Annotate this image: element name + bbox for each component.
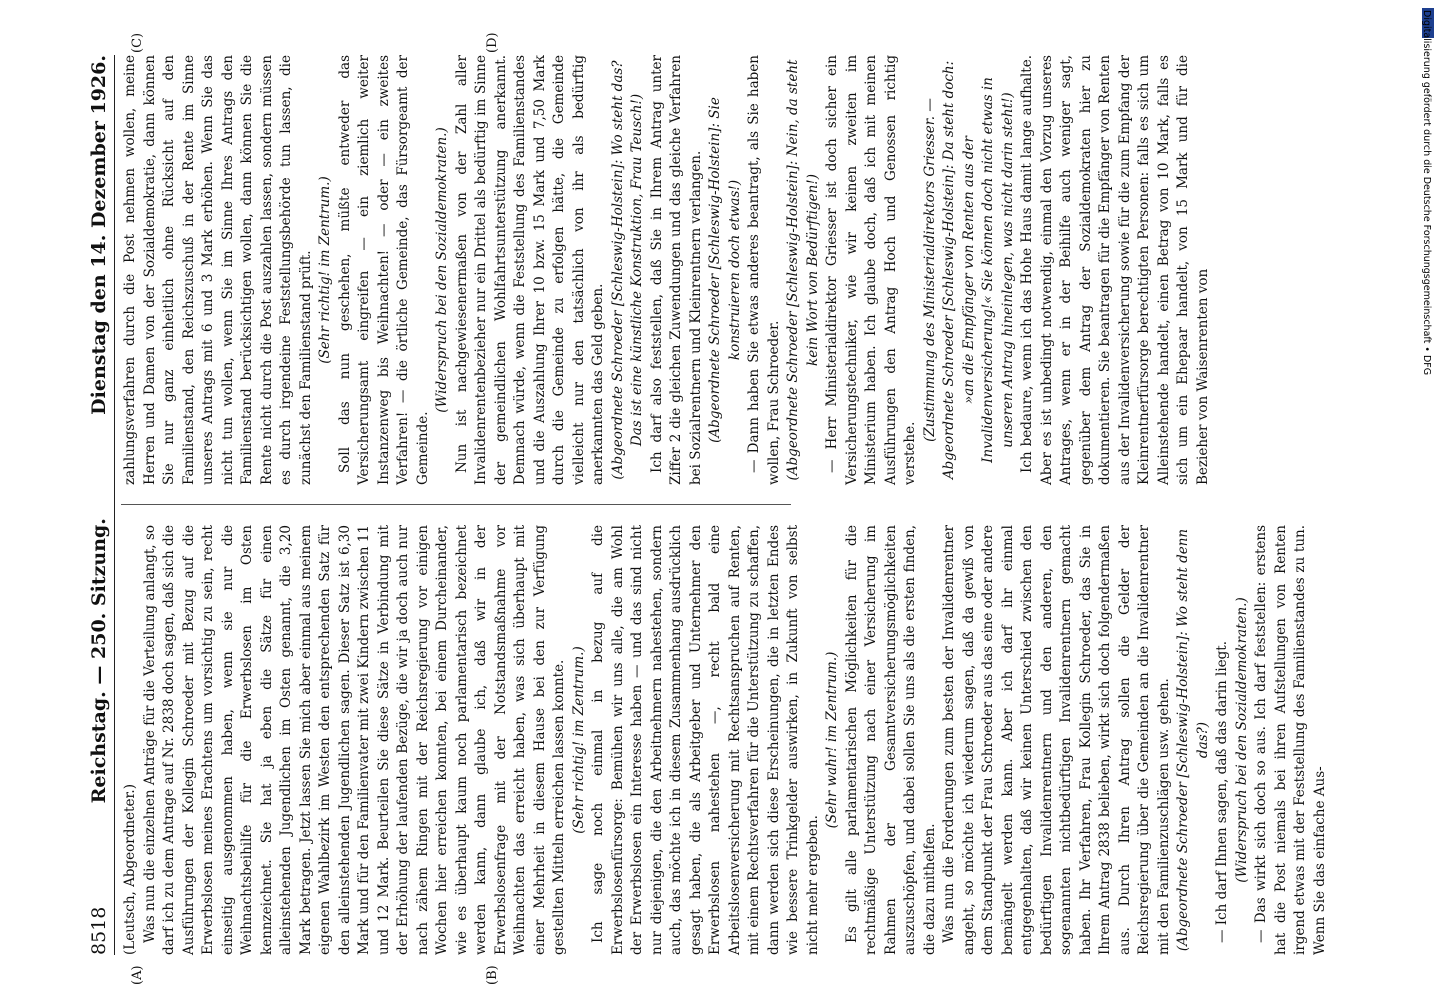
interjection: (Widerspruch bei den Sozialdemokraten.) [1233,597,1250,883]
header-left-title: Reichstag. — 250. Sitzung. [88,518,110,804]
credit-text: Digitalisierung gefördert durch die Deutsche Forschungsgemeinschaft • DFG [1421,10,1432,376]
paragraph: Soll das nun geschehen, müßte entweder das Versicherungsamt eingreifen — ein ziemlich weiter Instanzenweg bis Weihnachten! — oder — ein zweites Verfahren! — die örtliche Gemeinde, das Fürsorgeamt der Gemeinde. [336,55,431,485]
interjection: (Abgeordnete Schroeder [Schleswig-Holstein]: Nein, da steht kein Wort von Bedürftigen!) [785,59,821,481]
interjection: (Zustimmung des Ministerialdirektors Griesser. — Abgeordnete Schroeder [Schleswig-Holstein]: Da steht doch: »an die Empfänger von Renten aus der Invalidenversicherung!« Sie können doch nicht etwas in unseren Antrag hineinlegen, was nicht darin steht!) [921,60,1016,480]
header-right-title: Dienstag den 14. Dezember 1926. [88,55,110,415]
right-column [121,55,1211,485]
paragraph: Was nun die einzelnen Anträge für die Verteilung anlangt, so darf ich zu dem Antrage auf Nr. 2838 doch sagen, daß sich die Ausführungen der Kollegin Schroeder mit Bezug auf die Erwerbslosen meines Erachtens um vorsichtig zu sein, recht einseitig ausgenommen haben, wenn sie nur die Weihnachtsbeihilfe für die Erwerbslosen im Osten kennzeichnet. Sie hat ja eben die Sätze für einen alleinstehenden Jugendlichen im Osten genannt, die 3,20 Mark betragen. Jetzt lassen Sie mich aber einmal aus meinem eigenen Wahlbezirk im Westen den entsprechenden Satz für den alleinstehenden Jugendlichen sagen. Dieser Satz ist 6,30 Mark und für den Familienvater mit zwei Kindern zwischen 11 und 12 Mark. Beurteilen Sie diese Sätze in Verbindung mit der Erhöhung der laufenden Bezüge, die wir ja doch auch nur nach zähem Ringen mit der Reichsregierung vor einigen Wochen hier erreichen konnten, bei einem Durcheinander, wie es überhaupt kaum noch parlamentarisch bezeichnet werden kann, dann glaube ich, daß wir in der Erwerbslosenfrage mit der Notstandsmaßnahme vor Weihnachten das erreicht haben, was sich überhaupt mit einer Mehrheit in diesem Hause bei den zur Verfügung gestellten Mitteln erreichen lassen konnte. [141,525,567,955]
interjection: (Abgeordnete Schroeder [Schleswig-Holstein]: Sie konstruieren doch etwas!) [707,97,743,443]
paragraph: — Herr Ministerialdirektor Griesser ist doch sicher ein Versicherungstechniker, wie wir keinen zweiten im Ministerium haben. Ich glaube doch, daß ich mit meinen Ausführungen den Antrag Hoch und Genossen richtig verstehe. [824,55,918,485]
paragraph: Ich sage noch einmal in bezug auf die Erwerbslosenfürsorge: Bemühen wir uns alle, die am Wohl der Erwerbslosen ein Interesse haben — und das sind nicht nur diejenigen, die den Arbeitnehmern nahestehen, sondern auch, das möchte ich in diesem Zusammenhang ausdrücklich gesagt haben, die als Arbeitgeber und Unternehmer den Erwerbslosen nahestehen —, recht bald eine Arbeitslosenversicherung mit Rechtsanspruchen auf Renten, mit einem Rechtsverfahren für die Unterstützung zu schaffen, dann werden sich diese Erscheinungen, die in letzten Endes wie bessere Trinkgelder auswirken, in Zukunft von selbst nicht mehr ergeben. [590,525,821,955]
left-column [121,525,1328,955]
margin-label-c: (C) [130,32,145,53]
paragraph: — Ich darf Ihnen sagen, daß das darin liegt. [1214,640,1230,943]
interjection: (Sehr richtig! im Zentrum.) [570,646,587,834]
paragraph: Ich darf also feststellen, daß Sie in Ihrem Antrag unter Ziffer 2 die gleichen Zuwendungen und das gleiche Verfahren bei Sozialrentnern und Kleinrentnern verlangen. [648,55,704,485]
page-header [85,55,115,955]
paragraph: Was nun die Forderungen zum besten der Invalidenrentner angeht, so möchte ich wiederum sagen, daß da gewiß von dem Standpunkt der Frau Schroeder aus das eine oder andere bemängelt werden kann. Aber ich darf ihr einmal entgegenhalten, daß wir keinen Unterschied zwischen den bedürftigen Invalidenrentnern und den anderen, den sogenannten nichtbedürftigen Invalidenrentnern gemacht haben. Ihr Verfahren, Frau Kollegin Schroeder, das Sie in Ihrem Antrag 2838 belieben, wirkt sich doch folgendermaßen aus. Durch Ihren Antrag sollen die Gelder der Reichsregierung über die Gemeinden an die Invalidenrentner mit den Familienzuschlägen usw. gehen. [941,525,1172,955]
interjection: (Sehr wahr! im Zentrum.) [824,651,840,829]
page-number: 8518 [88,906,110,955]
digitization-credit [1418,10,1438,710]
column-divider [121,504,791,505]
interjection: (Abgeordnete Schroeder [Schleswig-Holstein]: Wo steht das? Das ist eine künstliche Konstruktion, Frau Teusch!) [609,60,645,480]
rotated-content [85,32,1328,985]
margin-label-b: (B) [485,965,500,985]
paragraph: Ich bedaure, wenn ich das Hohe Haus damit lange aufhalte. Aber es ist unbedingt notwendig, einmal den Vorzug unseres Antrages, wenn er in der Beihilfe auch weniger sagt, gegenüber dem Antrag der Sozialdemokraten hier zu dokumentieren. Sie beantragen für die Empfänger von Renten aus der Invalidenversicherung sowie für die zum Empfang der Kleinrentnerfürsorge berechtigten Personen: falls es sich um Alleinstehende handelt, einen Betrag von 10 Mark, falls es sich um ein Ehepaar handelt, von 15 Mark und für die Bezieher von Waisenrenten von [1019,55,1211,485]
paragraph: — Das wirkt sich doch so aus. Ich darf feststellen: erstens hat die Post niemals bei ihren Aufstellungen von Renten irgend etwas mit der Feststellung des Familienstandes zu tun. Wenn Sie das einfache Aus- [1253,525,1328,955]
paragraph: zahlungsverfahren durch die Post nehmen wollen, meine Herren und Damen von der Sozialdemokratie, dann können Sie nur ganz einheitlich ohne Rücksicht auf den Familienstand, den Reichszuschuß in der Rente im Sinne unseres Antrags mit 6 und 3 Mark erhöhen. Wenn Sie das nicht tun wollen, wenn Sie im Sinne Ihres Antrags den Familienstand berücksichtigen wollen, dann können Sie die Rente nicht durch die Post auszahlen lassen, sondern müssen es durch irgendeine Feststellungsbehörde tun lassen, die zunächst den Familienstand prüft. [122,55,314,485]
margin-label-d: (D) [485,32,500,53]
paragraph: Nun ist nachgewiesenermaßen von der Zahl aller Invalidenrentenbezieher nur ein Drittel als bedürftig im Sinne der gemeindlichen Wohlfahrtsunterstützung anerkannt. Demnach würde, wenn die Feststellung des Familienstandes und die Auszahlung Ihrer 10 bzw. 15 Mark und 7,50 Mark durch die Gemeinde zu erfolgen hätte, die Gemeinde vielleicht nur den tatsächlich von ihr als bedürftig anerkannten das Geld geben. [453,55,606,485]
interjection: (Widerspruch bei den Sozialdemokraten.) [434,127,450,413]
paragraph: (Leutsch, Abgeordneter.) [122,784,138,955]
paragraph: Es gilt alle parlamentarischen Möglichkeiten für die rechtmäßige Unterstützung nach einer Versicherung im Rahmen der Gesamtversicherungsmöglichkeiten auszuschöpfen, und dabei sollen Sie uns als die ersten finden, die dazu mithelfen. [843,525,938,955]
interjection: (Abgeordnete Schroeder [Schleswig-Holstein]: Wo steht denn das?) [1175,528,1211,952]
interjection: (Sehr richtig! im Zentrum.) [317,176,333,364]
paragraph: — Dann haben Sie etwas anderes beantragt, als Sie haben wollen, Frau Schroeder. [746,55,782,485]
margin-label-a: (A) [130,965,145,985]
